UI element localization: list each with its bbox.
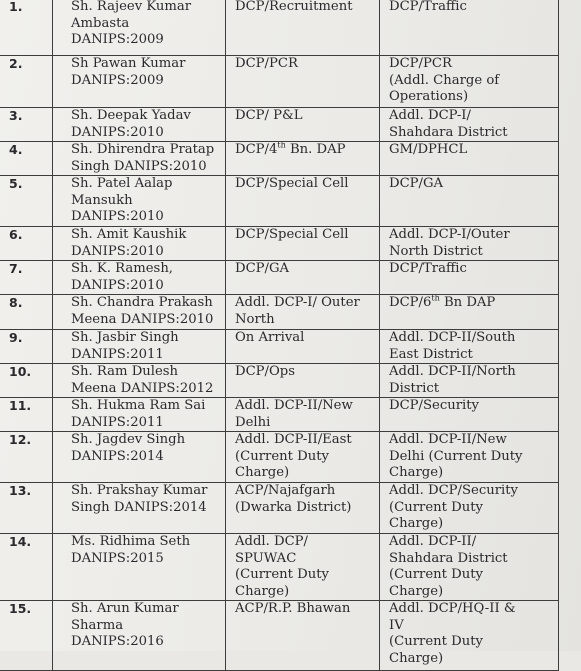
serial-number: 4. bbox=[0, 142, 53, 176]
serial-number: 3. bbox=[0, 108, 53, 142]
serial-number: 6. bbox=[0, 227, 53, 261]
table-row bbox=[0, 330, 559, 364]
table-row bbox=[0, 601, 559, 671]
new-posting: Addl. DCP-II/New Delhi (Current Duty Charge) bbox=[380, 432, 559, 483]
present-posting: On Arrival bbox=[226, 330, 380, 364]
present-posting: DCP/Ops bbox=[226, 364, 380, 398]
present-posting: Addl. DCP/ SPUWAC (Current Duty Charge) bbox=[226, 534, 380, 601]
present-posting: DCP/GA bbox=[226, 261, 380, 295]
table-row bbox=[0, 534, 559, 601]
officer-name: Ms. Ridhima Seth DANIPS:2015 bbox=[53, 534, 226, 601]
new-posting: Addl. DCP-I/Outer North District bbox=[380, 227, 559, 261]
officer-name: Sh. Ram Dulesh Meena DANIPS:2012 bbox=[53, 364, 226, 398]
present-posting: DCP/Special Cell bbox=[226, 227, 380, 261]
new-posting: Addl. DCP/Security (Current Duty Charge) bbox=[380, 483, 559, 534]
officer-name bbox=[53, 0, 226, 56]
officer-name: Sh. Prakshay Kumar Singh DANIPS:2014 bbox=[53, 483, 226, 534]
new-posting: DCP/PCR (Addl. Charge of Operations) bbox=[380, 56, 559, 108]
present-posting: Addl. DCP-II/East (Current Duty Charge) bbox=[226, 432, 380, 483]
officer-name: Sh. K. Ramesh, DANIPS:2010 bbox=[53, 261, 226, 295]
table-row bbox=[0, 108, 559, 142]
present-posting: DCP/Special Cell bbox=[226, 176, 380, 227]
serial-number: 7. bbox=[0, 261, 53, 295]
officer-name: Sh. Patel Aalap Mansukh DANIPS:2010 bbox=[53, 176, 226, 227]
new-posting: Addl. DCP-II/North District bbox=[380, 364, 559, 398]
serial-number: 2. bbox=[0, 56, 53, 108]
serial-number: 14. bbox=[0, 534, 53, 601]
officer-name: Sh. Hukma Ram Sai DANIPS:2011 bbox=[53, 398, 226, 432]
table-row bbox=[0, 56, 559, 108]
officer-name: Sh. Deepak Yadav DANIPS:2010 bbox=[53, 108, 226, 142]
present-posting: DCP/4th Bn. DAP bbox=[226, 142, 380, 176]
new-posting: GM/DPHCL bbox=[380, 142, 559, 176]
table-row bbox=[0, 176, 559, 227]
table-row bbox=[0, 295, 559, 330]
present-posting: Addl. DCP-II/New Delhi bbox=[226, 398, 380, 432]
new-posting: Addl. DCP-II/South East District bbox=[380, 330, 559, 364]
serial-number: 15. bbox=[0, 601, 53, 671]
present-posting: ACP/R.P. Bhawan bbox=[226, 601, 380, 671]
table-row bbox=[0, 227, 559, 261]
serial-number: 12. bbox=[0, 432, 53, 483]
officer-line: DANIPS:2009 bbox=[71, 32, 164, 47]
officer-name: Sh. Amit Kaushik DANIPS:2010 bbox=[53, 227, 226, 261]
serial-number: 8. bbox=[0, 295, 53, 330]
officer-line: Sh. Rajeev Kumar bbox=[71, 0, 192, 14]
officer-name: Sh. Jagdev Singh DANIPS:2014 bbox=[53, 432, 226, 483]
serial-number: 9. bbox=[0, 330, 53, 364]
new-posting: DCP/GA bbox=[380, 176, 559, 227]
serial-number: 5. bbox=[0, 176, 53, 227]
serial-number: 10. bbox=[0, 364, 53, 398]
new-posting: DCP/Traffic bbox=[380, 0, 559, 56]
table-row bbox=[0, 261, 559, 295]
officer-name: Sh. Jasbir Singh DANIPS:2011 bbox=[53, 330, 226, 364]
new-posting: Addl. DCP-II/ Shahdara District (Current Duty Charge) bbox=[380, 534, 559, 601]
officer-line: Ambasta bbox=[71, 15, 130, 31]
present-posting: DCP/ P&L bbox=[226, 108, 380, 142]
new-posting: Addl. DCP-I/ Shahdara District bbox=[380, 108, 559, 142]
table-row bbox=[0, 398, 559, 432]
officer-name: Sh Pawan Kumar DANIPS:2009 bbox=[53, 56, 226, 108]
officer-name: Sh. Dhirendra Pratap Singh DANIPS:2010 bbox=[53, 142, 226, 176]
present-posting: DCP/Recruitment bbox=[226, 0, 380, 56]
new-posting: DCP/Security bbox=[380, 398, 559, 432]
new-posting: DCP/6th Bn DAP bbox=[380, 295, 559, 330]
officer-name: Sh. Arun Kumar Sharma DANIPS:2016 bbox=[53, 601, 226, 671]
new-posting: DCP/Traffic bbox=[380, 261, 559, 295]
table-row bbox=[0, 0, 559, 56]
serial-number: 11. bbox=[0, 398, 53, 432]
present-posting: ACP/Najafgarh (Dwarka District) bbox=[226, 483, 380, 534]
table-row bbox=[0, 432, 559, 483]
table-row bbox=[0, 364, 559, 398]
present-posting: Addl. DCP-I/ Outer North bbox=[226, 295, 380, 330]
table-row bbox=[0, 142, 559, 176]
table-row bbox=[0, 483, 559, 534]
serial-number: 1. bbox=[0, 0, 53, 56]
present-posting: DCP/PCR bbox=[226, 56, 380, 108]
serial-number: 13. bbox=[0, 483, 53, 534]
new-posting: Addl. DCP/HQ-II & IV (Current Duty Charge) bbox=[380, 601, 559, 671]
officer-name: Sh. Chandra Prakash Meena DANIPS:2010 bbox=[53, 295, 226, 330]
